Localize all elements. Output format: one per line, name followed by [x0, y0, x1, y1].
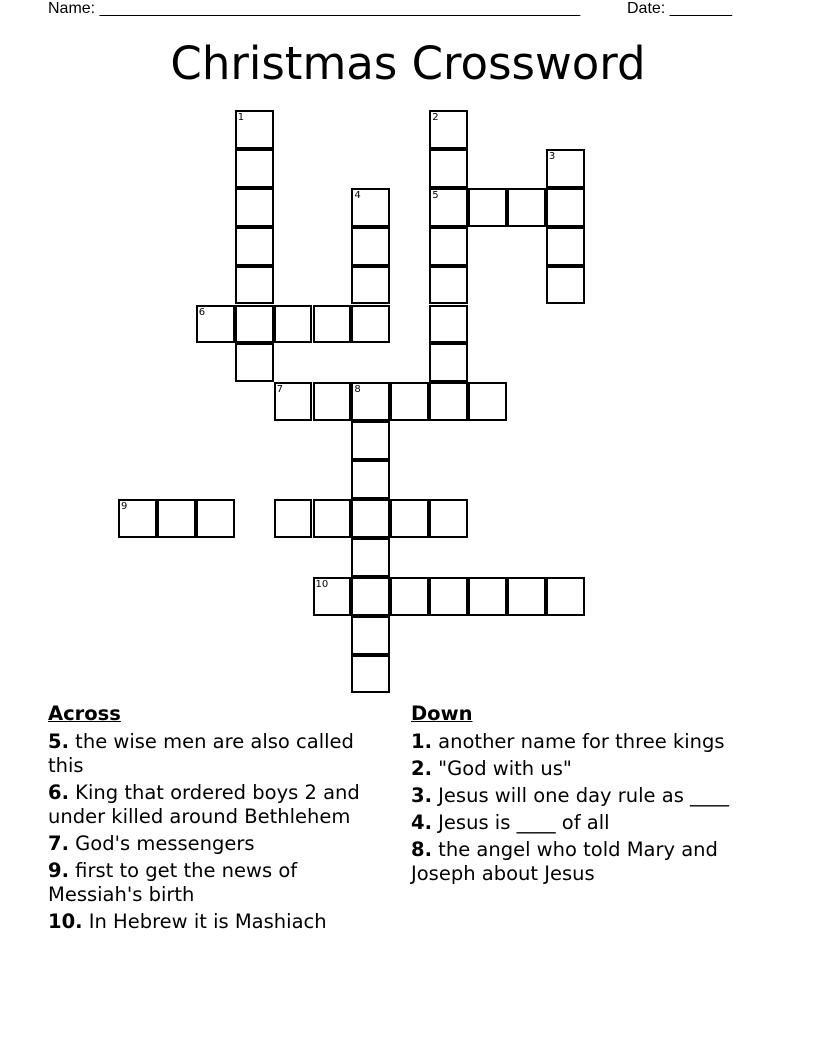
crossword-cell[interactable]: [235, 343, 274, 382]
crossword-cell[interactable]: [235, 149, 274, 188]
clue-text: King that ordered boys 2 and under killed around Bethlehem: [48, 781, 360, 828]
crossword-cell[interactable]: [274, 305, 313, 344]
crossword-cell[interactable]: [507, 577, 546, 616]
across-heading: Across: [48, 702, 121, 725]
name-field-label: Name: ______________________________________________________: [48, 0, 581, 17]
crossword-cell[interactable]: [429, 110, 468, 149]
crossword-cell[interactable]: [351, 382, 390, 421]
crossword-cell[interactable]: [235, 188, 274, 227]
down-clue-list: [411, 730, 751, 886]
crossword-cell[interactable]: [351, 227, 390, 266]
clue-number: 8.: [411, 838, 432, 861]
clue-number: 4.: [411, 811, 432, 834]
crossword-cell[interactable]: [351, 616, 390, 655]
clue-number: 3: [548, 150, 556, 162]
crossword-cell[interactable]: [507, 188, 546, 227]
clue-number: 2.: [411, 757, 432, 780]
crossword-cell[interactable]: [429, 577, 468, 616]
crossword-cell[interactable]: [235, 227, 274, 266]
clue-text: another name for three kings: [431, 730, 725, 753]
crossword-cell[interactable]: [351, 655, 390, 694]
clue-number: 10.: [48, 910, 83, 933]
crossword-cell[interactable]: [429, 266, 468, 305]
page-title: Christmas Crossword: [170, 37, 646, 90]
clue-text: Jesus will one day rule as ____: [431, 784, 730, 807]
across-clue: [48, 859, 388, 907]
crossword-cell[interactable]: [429, 149, 468, 188]
clue-text: In Hebrew it is Mashiach: [82, 910, 327, 933]
crossword-cell[interactable]: [351, 460, 390, 499]
clue-number: 5: [432, 189, 439, 201]
clue-number: 10: [315, 578, 329, 590]
down-clues: [411, 702, 751, 889]
crossword-cell[interactable]: [351, 266, 390, 305]
across-clue: [48, 781, 388, 829]
clue-number: 1: [237, 112, 245, 123]
clue-number: 7: [276, 384, 283, 396]
crossword-cell[interactable]: [468, 382, 507, 421]
clue-number: 3.: [411, 784, 432, 807]
down-clue: [411, 811, 751, 835]
crossword-cell[interactable]: [235, 110, 274, 149]
clue-number: 1.: [411, 730, 432, 753]
crossword-cell[interactable]: [235, 305, 274, 344]
clue-number: 9: [121, 501, 128, 512]
crossword-cell[interactable]: [546, 227, 585, 266]
clue-text: first to get the news of Messiah's birth: [48, 859, 298, 906]
crossword-cell[interactable]: [546, 266, 585, 305]
crossword-cell[interactable]: [235, 266, 274, 305]
clue-text: God's messengers: [68, 832, 255, 855]
crossword-cell[interactable]: [546, 188, 585, 227]
clue-number: 9.: [48, 859, 69, 882]
crossword-cell[interactable]: [468, 577, 507, 616]
crossword-grid: [118, 110, 584, 654]
crossword-cell[interactable]: [468, 188, 507, 227]
crossword-cell[interactable]: [351, 499, 390, 538]
crossword-cell[interactable]: [429, 227, 468, 266]
across-clue: [48, 730, 388, 778]
crossword-cell[interactable]: [429, 305, 468, 344]
clue-text: the angel who told Mary and Joseph about Jesus: [411, 838, 718, 885]
across-clue-list: [48, 730, 388, 934]
crossword-cell[interactable]: [351, 305, 390, 344]
clue-text: the wise men are also called this: [48, 730, 354, 777]
down-clue: [411, 757, 751, 781]
clue-text: Jesus is ____ of all: [431, 811, 610, 834]
clue-number: 7.: [48, 832, 69, 855]
crossword-cell[interactable]: [390, 382, 429, 421]
clue-number: 8: [354, 384, 361, 396]
crossword-cell[interactable]: [546, 577, 585, 616]
down-clue: [411, 730, 751, 754]
crossword-cell[interactable]: [196, 499, 235, 538]
across-clue: [48, 910, 388, 934]
down-heading: Down: [411, 702, 473, 725]
clue-number: 6: [198, 306, 206, 318]
crossword-cell[interactable]: [429, 343, 468, 382]
crossword-cell[interactable]: [313, 382, 352, 421]
across-clues: [48, 702, 388, 937]
crossword-cell[interactable]: [313, 305, 352, 344]
clue-number: 6.: [48, 781, 69, 804]
crossword-cell[interactable]: [429, 499, 468, 538]
clue-number: 5.: [48, 730, 69, 753]
down-clue: [411, 838, 751, 886]
crossword-cell[interactable]: [546, 149, 585, 188]
crossword-cell[interactable]: [390, 499, 429, 538]
crossword-cell[interactable]: [274, 382, 313, 421]
crossword-cell[interactable]: [157, 499, 196, 538]
crossword-cell[interactable]: [351, 577, 390, 616]
crossword-cell[interactable]: [196, 305, 235, 344]
clue-number: 2: [432, 112, 439, 123]
crossword-cell[interactable]: [390, 577, 429, 616]
crossword-cell[interactable]: [429, 382, 468, 421]
clue-text: "God with us": [431, 757, 572, 780]
down-clue: [411, 784, 751, 808]
date-field-label: Date: _______: [627, 0, 732, 17]
crossword-cell[interactable]: [313, 499, 352, 538]
crossword-cell[interactable]: [313, 577, 352, 616]
crossword-cell[interactable]: [351, 421, 390, 460]
crossword-cell[interactable]: [118, 499, 157, 538]
crossword-cell[interactable]: [274, 499, 313, 538]
across-clue: [48, 832, 388, 856]
clue-number: 4: [354, 189, 361, 201]
crossword-cell[interactable]: [351, 538, 390, 577]
crossword-cell[interactable]: [429, 188, 468, 227]
crossword-cell[interactable]: [351, 188, 390, 227]
